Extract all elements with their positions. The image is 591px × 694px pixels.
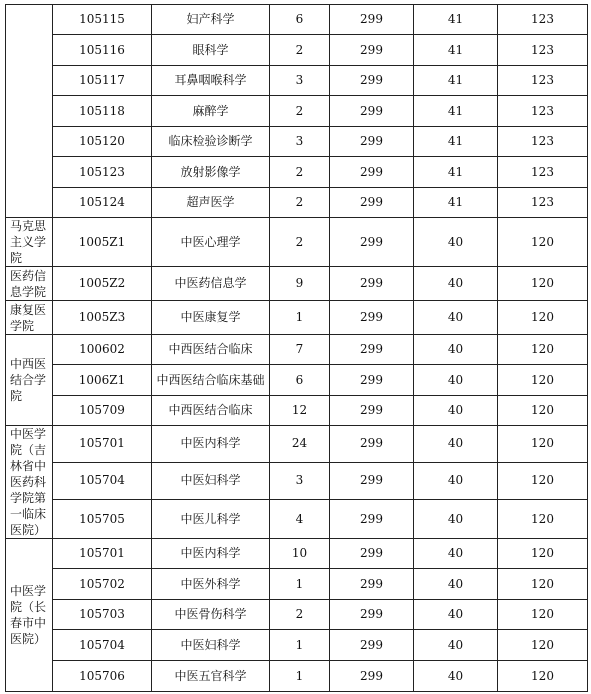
- quota-cell: 7: [270, 335, 330, 365]
- department-cell: 中医学院（长春市中医院）: [6, 539, 53, 692]
- quota-cell: 9: [270, 267, 330, 301]
- code-cell: 105116: [53, 35, 152, 66]
- single-subject-100-cell: 40: [414, 301, 498, 335]
- quota-cell: 12: [270, 396, 330, 426]
- quota-cell: 2: [270, 218, 330, 267]
- table-row: [6, 335, 588, 365]
- single-subject-150-cell: 123: [498, 5, 588, 35]
- single-subject-150-cell: 120: [498, 396, 588, 426]
- table-row: [6, 462, 588, 500]
- department-cell: 马克思主义学院: [6, 218, 53, 267]
- admission-score-table: [5, 4, 588, 692]
- table-row: [6, 66, 588, 96]
- table-row: [6, 661, 588, 692]
- table-row: [6, 35, 588, 66]
- single-subject-150-cell: 120: [498, 301, 588, 335]
- table-row: [6, 5, 588, 35]
- single-subject-150-cell: 123: [498, 35, 588, 66]
- quota-cell: 2: [270, 35, 330, 66]
- single-subject-150-cell: 120: [498, 365, 588, 396]
- single-subject-150-cell: 120: [498, 600, 588, 630]
- department-cell: 康复医学院: [6, 301, 53, 335]
- single-subject-150-cell: 123: [498, 96, 588, 127]
- table-row: [6, 218, 588, 267]
- single-subject-150-cell: 120: [498, 335, 588, 365]
- code-cell: 105120: [53, 127, 152, 157]
- major-name-cell: 中医内科学: [152, 539, 270, 569]
- code-cell: 105709: [53, 396, 152, 426]
- major-name-cell: 超声医学: [152, 188, 270, 218]
- total-score-cell: 299: [330, 661, 414, 692]
- major-name-cell: 临床检验诊断学: [152, 127, 270, 157]
- total-score-cell: 299: [330, 96, 414, 127]
- single-subject-150-cell: 120: [498, 426, 588, 463]
- table-row: [6, 630, 588, 661]
- major-name-cell: 中医药信息学: [152, 267, 270, 301]
- major-name-cell: 中医妇科学: [152, 462, 270, 500]
- single-subject-150-cell: 120: [498, 218, 588, 267]
- major-name-cell: 眼科学: [152, 35, 270, 66]
- total-score-cell: 299: [330, 335, 414, 365]
- table-row: [6, 188, 588, 218]
- single-subject-100-cell: 40: [414, 335, 498, 365]
- quota-cell: 4: [270, 500, 330, 539]
- total-score-cell: 299: [330, 5, 414, 35]
- code-cell: 1005Z1: [53, 218, 152, 267]
- single-subject-150-cell: 123: [498, 188, 588, 218]
- quota-cell: 6: [270, 365, 330, 396]
- single-subject-100-cell: 41: [414, 5, 498, 35]
- major-name-cell: 放射影像学: [152, 157, 270, 188]
- single-subject-100-cell: 40: [414, 365, 498, 396]
- code-cell: 105702: [53, 569, 152, 600]
- major-name-cell: 耳鼻咽喉科学: [152, 66, 270, 96]
- table-row: [6, 539, 588, 569]
- total-score-cell: 299: [330, 127, 414, 157]
- major-name-cell: 中医妇科学: [152, 630, 270, 661]
- total-score-cell: 299: [330, 426, 414, 463]
- single-subject-100-cell: 40: [414, 630, 498, 661]
- code-cell: 1005Z3: [53, 301, 152, 335]
- single-subject-100-cell: 41: [414, 35, 498, 66]
- major-name-cell: 妇产科学: [152, 5, 270, 35]
- single-subject-100-cell: 41: [414, 157, 498, 188]
- single-subject-150-cell: 120: [498, 539, 588, 569]
- single-subject-100-cell: 41: [414, 127, 498, 157]
- major-name-cell: 中西医结合临床: [152, 396, 270, 426]
- code-cell: 105703: [53, 600, 152, 630]
- code-cell: 1005Z2: [53, 267, 152, 301]
- department-cell: 中西医结合学院: [6, 335, 53, 426]
- total-score-cell: 299: [330, 188, 414, 218]
- quota-cell: 1: [270, 301, 330, 335]
- total-score-cell: 299: [330, 569, 414, 600]
- single-subject-100-cell: 41: [414, 96, 498, 127]
- table-row: [6, 365, 588, 396]
- code-cell: 105706: [53, 661, 152, 692]
- single-subject-100-cell: 41: [414, 188, 498, 218]
- table-row: [6, 569, 588, 600]
- table-row: [6, 301, 588, 335]
- major-name-cell: 中医康复学: [152, 301, 270, 335]
- code-cell: 100602: [53, 335, 152, 365]
- total-score-cell: 299: [330, 35, 414, 66]
- total-score-cell: 299: [330, 500, 414, 539]
- code-cell: 105115: [53, 5, 152, 35]
- department-cell: [6, 5, 53, 218]
- code-cell: 1006Z1: [53, 365, 152, 396]
- single-subject-100-cell: 40: [414, 661, 498, 692]
- total-score-cell: 299: [330, 218, 414, 267]
- major-name-cell: 中西医结合临床基础: [152, 365, 270, 396]
- quota-cell: 2: [270, 96, 330, 127]
- single-subject-100-cell: 40: [414, 462, 498, 500]
- code-cell: 105701: [53, 539, 152, 569]
- total-score-cell: 299: [330, 301, 414, 335]
- single-subject-100-cell: 40: [414, 267, 498, 301]
- single-subject-100-cell: 41: [414, 66, 498, 96]
- table-row: [6, 600, 588, 630]
- code-cell: 105705: [53, 500, 152, 539]
- quota-cell: 2: [270, 600, 330, 630]
- single-subject-100-cell: 40: [414, 426, 498, 463]
- single-subject-150-cell: 123: [498, 66, 588, 96]
- code-cell: 105123: [53, 157, 152, 188]
- code-cell: 105118: [53, 96, 152, 127]
- single-subject-150-cell: 120: [498, 500, 588, 539]
- major-name-cell: 麻醉学: [152, 96, 270, 127]
- code-cell: 105704: [53, 462, 152, 500]
- quota-cell: 3: [270, 127, 330, 157]
- table-row: [6, 426, 588, 463]
- major-name-cell: 中医心理学: [152, 218, 270, 267]
- table-row: [6, 127, 588, 157]
- single-subject-150-cell: 123: [498, 157, 588, 188]
- quota-cell: 24: [270, 426, 330, 463]
- major-name-cell: 中西医结合临床: [152, 335, 270, 365]
- single-subject-100-cell: 40: [414, 569, 498, 600]
- department-cell: 中医学院（吉林省中医药科学院第一临床医院）: [6, 426, 53, 539]
- single-subject-150-cell: 123: [498, 127, 588, 157]
- single-subject-150-cell: 120: [498, 661, 588, 692]
- major-name-cell: 中医骨伤科学: [152, 600, 270, 630]
- table-row: [6, 396, 588, 426]
- single-subject-150-cell: 120: [498, 630, 588, 661]
- code-cell: 105704: [53, 630, 152, 661]
- total-score-cell: 299: [330, 630, 414, 661]
- major-name-cell: 中医五官科学: [152, 661, 270, 692]
- total-score-cell: 299: [330, 539, 414, 569]
- quota-cell: 2: [270, 157, 330, 188]
- table-body: [6, 5, 588, 692]
- total-score-cell: 299: [330, 66, 414, 96]
- table-row: [6, 267, 588, 301]
- quota-cell: 1: [270, 569, 330, 600]
- major-name-cell: 中医外科学: [152, 569, 270, 600]
- code-cell: 105124: [53, 188, 152, 218]
- quota-cell: 10: [270, 539, 330, 569]
- major-name-cell: 中医内科学: [152, 426, 270, 463]
- total-score-cell: 299: [330, 462, 414, 500]
- single-subject-100-cell: 40: [414, 500, 498, 539]
- total-score-cell: 299: [330, 365, 414, 396]
- major-name-cell: 中医儿科学: [152, 500, 270, 539]
- single-subject-150-cell: 120: [498, 267, 588, 301]
- quota-cell: 3: [270, 66, 330, 96]
- quota-cell: 1: [270, 661, 330, 692]
- single-subject-100-cell: 40: [414, 396, 498, 426]
- quota-cell: 3: [270, 462, 330, 500]
- single-subject-150-cell: 120: [498, 462, 588, 500]
- quota-cell: 1: [270, 630, 330, 661]
- single-subject-100-cell: 40: [414, 539, 498, 569]
- single-subject-150-cell: 120: [498, 569, 588, 600]
- total-score-cell: 299: [330, 600, 414, 630]
- total-score-cell: 299: [330, 396, 414, 426]
- table-row: [6, 157, 588, 188]
- code-cell: 105701: [53, 426, 152, 463]
- single-subject-100-cell: 40: [414, 600, 498, 630]
- table-row: [6, 500, 588, 539]
- code-cell: 105117: [53, 66, 152, 96]
- department-cell: 医药信息学院: [6, 267, 53, 301]
- table-row: [6, 96, 588, 127]
- total-score-cell: 299: [330, 157, 414, 188]
- quota-cell: 2: [270, 188, 330, 218]
- quota-cell: 6: [270, 5, 330, 35]
- total-score-cell: 299: [330, 267, 414, 301]
- single-subject-100-cell: 40: [414, 218, 498, 267]
